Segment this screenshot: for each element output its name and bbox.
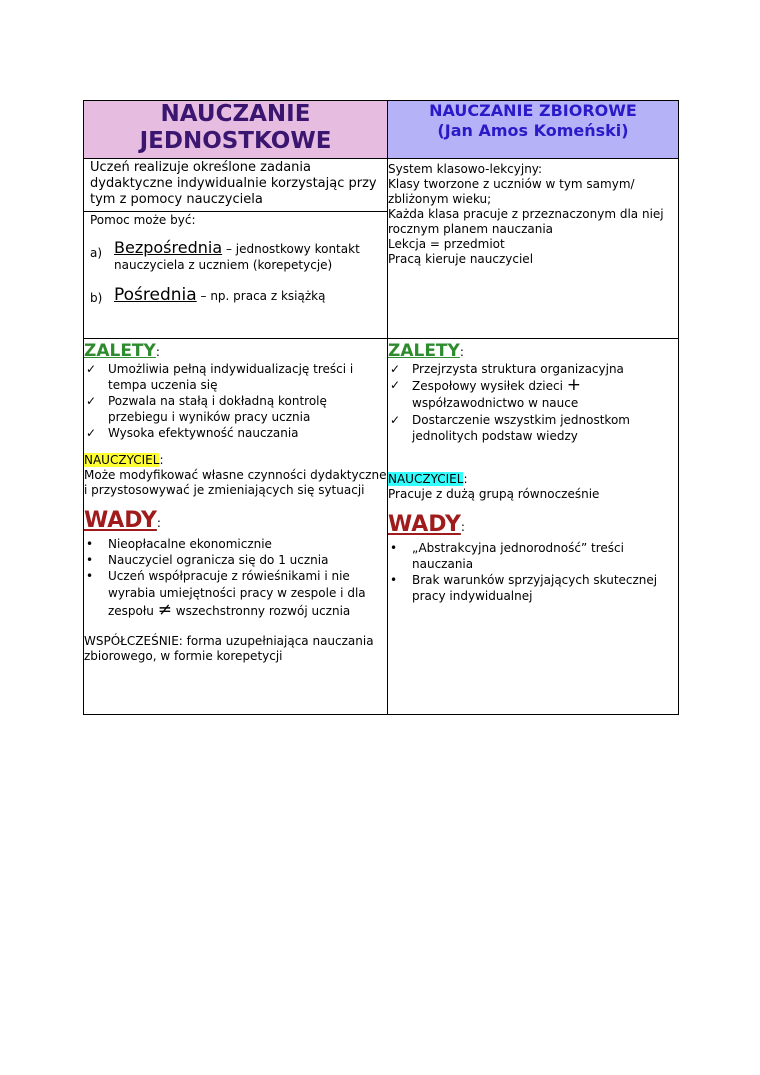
collective-intro-line: Lekcja = przedmiot (388, 237, 505, 251)
individual-modern-note: WSPÓŁCZEŚNIE: forma uzupełniająca nauczania zbiorowego, w formie korepetycji (84, 634, 374, 663)
list-item: ✓ Pozwala na stałą i dokładną kontrolę przebiegu i wyników pracy ucznia (86, 394, 327, 424)
check-icon: ✓ (390, 413, 401, 427)
check-icon: ✓ (86, 426, 97, 440)
not-equal-symbol: ≠ (157, 600, 172, 620)
help-direct-desc: – jednostkowy kontakt nauczyciela z uczniem (korepetycje) (114, 242, 360, 272)
collective-cons-list (388, 540, 678, 604)
list-item: ✓ Wysoka efektywność nauczania (86, 426, 299, 440)
help-indirect-label: b) (90, 291, 103, 305)
comparison-table (83, 100, 679, 715)
individual-pros-title: ZALETY (84, 341, 156, 361)
list-item: • Nauczyciel ogranicza się do 1 ucznia (86, 553, 329, 567)
header-individual (84, 101, 388, 159)
list-item: ✓ Dostarczenie wszystkim jednostkom jednolitych podstaw wiedzy (390, 413, 630, 443)
individual-cons-title: WADY (84, 508, 157, 533)
individual-intro: Uczeń realizuje określone zadania dydaktyczne indywidualnie korzystając przy tym z pomocy nauczyciela (84, 159, 387, 212)
collective-intro-line: Każda klasa pracuje z przeznaczonym dla niej rocznym planem nauczania (388, 207, 664, 236)
collective-intro-line: System klasowo-lekcyjny: (388, 162, 543, 176)
bullet-icon: • (86, 569, 94, 583)
list-item: • Nieopłacalne ekonomicznie (86, 537, 272, 551)
check-icon: ✓ (86, 394, 97, 408)
collective-pros-title: ZALETY (388, 341, 460, 361)
help-direct-label: a) (90, 246, 103, 260)
colon: : (459, 345, 464, 359)
plus-symbol: + (566, 375, 581, 395)
individual-teacher-block: NAUCZYCIEL: Może modyfikować własne czynności dydaktyczne i przystosowywać je zmieniających się sytuacji (84, 453, 387, 497)
list-item: ✓ Zespołowy wysiłek dzieci + współzawodnictwo w nauce (390, 375, 581, 410)
individual-evaluation-cell: ZALETY: ✓ Umożliwia pełną indywidualizację treści i tempa uczenia się ✓ Pozwala na stałą i dokładną kontrolę przebiegu i wyników pracy ucznia ✓ Wysoka efektywność nauczania NAUCZYCIEL: Może modyfikować własne czynności dydaktyczne i przystosowywać je zmieniających się sytuacji WADY: • Nieopłacalne ekonomicznie • Nauczyciel ogranicza się do 1 ucznia • Uczeń współpracuje z rówieśnikami i nie wyrabia umiejętności pracy w zespole i dla zespołu ≠ wszechstronny rozwój ucznia WSPÓŁCZEŚNIE: forma uzupełniająca nauczania zbiorowego, w formie korepetycji (84, 339, 388, 715)
help-indirect-term: Pośrednia (114, 285, 197, 305)
header-collective (388, 101, 679, 159)
list-item: • „Abstrakcyjna jednorodność” treści nauczania (390, 541, 624, 571)
help-indirect (90, 287, 381, 304)
header-collective-line1: NAUCZANIE ZBIOROWE (429, 101, 637, 120)
teacher-label: NAUCZYCIEL (84, 453, 160, 467)
individual-cons-list (84, 536, 387, 620)
individual-description-cell (84, 159, 388, 339)
individual-pros-list (84, 361, 387, 441)
check-icon: ✓ (86, 362, 97, 376)
individual-teacher-text: Może modyfikować własne czynności dydaktyczne i przystosowywać je zmieniających się sytuacji (84, 468, 387, 497)
colon: : (155, 345, 160, 359)
bullet-icon: • (390, 573, 398, 587)
collective-intro-line: Pracą kieruje nauczyciel (388, 252, 534, 266)
header-collective-line2: (Jan Amos Komeński) (437, 121, 629, 140)
check-icon: ✓ (390, 378, 401, 392)
list-item: ✓ Umożliwia pełną indywidualizację treści i tempa uczenia się (86, 362, 354, 392)
header-individual-line1: NAUCZANIE (160, 101, 311, 127)
help-indirect-desc: – np. praca z książką (196, 289, 326, 303)
teacher-label: NAUCZYCIEL (388, 472, 464, 486)
list-item: ✓ Przejrzysta struktura organizacyjna (390, 362, 624, 376)
header-individual-line2: JEDNOSTKOWE (139, 128, 332, 154)
help-direct-term: Bezpośrednia (114, 238, 223, 257)
collective-evaluation-cell: ZALETY: ✓ Przejrzysta struktura organizacyjna ✓ Zespołowy wysiłek dzieci + współzawodnictwo w nauce ✓ Dostarczenie wszystkim jednostkom jednolitych podstaw wiedzy NAUCZYCIEL: Pracuje z dużą grupą równocześnie WADY: • „Abstrakcyjna jednorodność” treści nauczania • Brak warunków sprzyjających skutecznej pracy indywidualnej (388, 339, 679, 715)
check-icon: ✓ (390, 362, 401, 376)
collective-cons-title: WADY (388, 512, 461, 537)
help-heading: Pomoc może być: (90, 213, 196, 227)
list-item: • Uczeń współpracuje z rówieśnikami i nie wyrabia umiejętności pracy w zespole i dla zespołu ≠ wszechstronny rozwój ucznia (86, 569, 366, 620)
collective-description-cell (388, 159, 679, 339)
list-item: • Brak warunków sprzyjających skutecznej pracy indywidualnej (390, 573, 658, 603)
collective-teacher-block: NAUCZYCIEL: Pracuje z dużą grupą równocześnie (388, 472, 678, 502)
collective-teacher-text: Pracuje z dużą grupą równocześnie (388, 487, 600, 501)
collective-pros-list (388, 361, 678, 444)
bullet-icon: • (86, 537, 94, 551)
help-direct (90, 240, 381, 273)
collective-intro-line: Klasy tworzone z uczniów w tym samym/ zbliżonym wieku; (388, 177, 635, 206)
bullet-icon: • (86, 553, 94, 567)
bullet-icon: • (390, 541, 398, 555)
